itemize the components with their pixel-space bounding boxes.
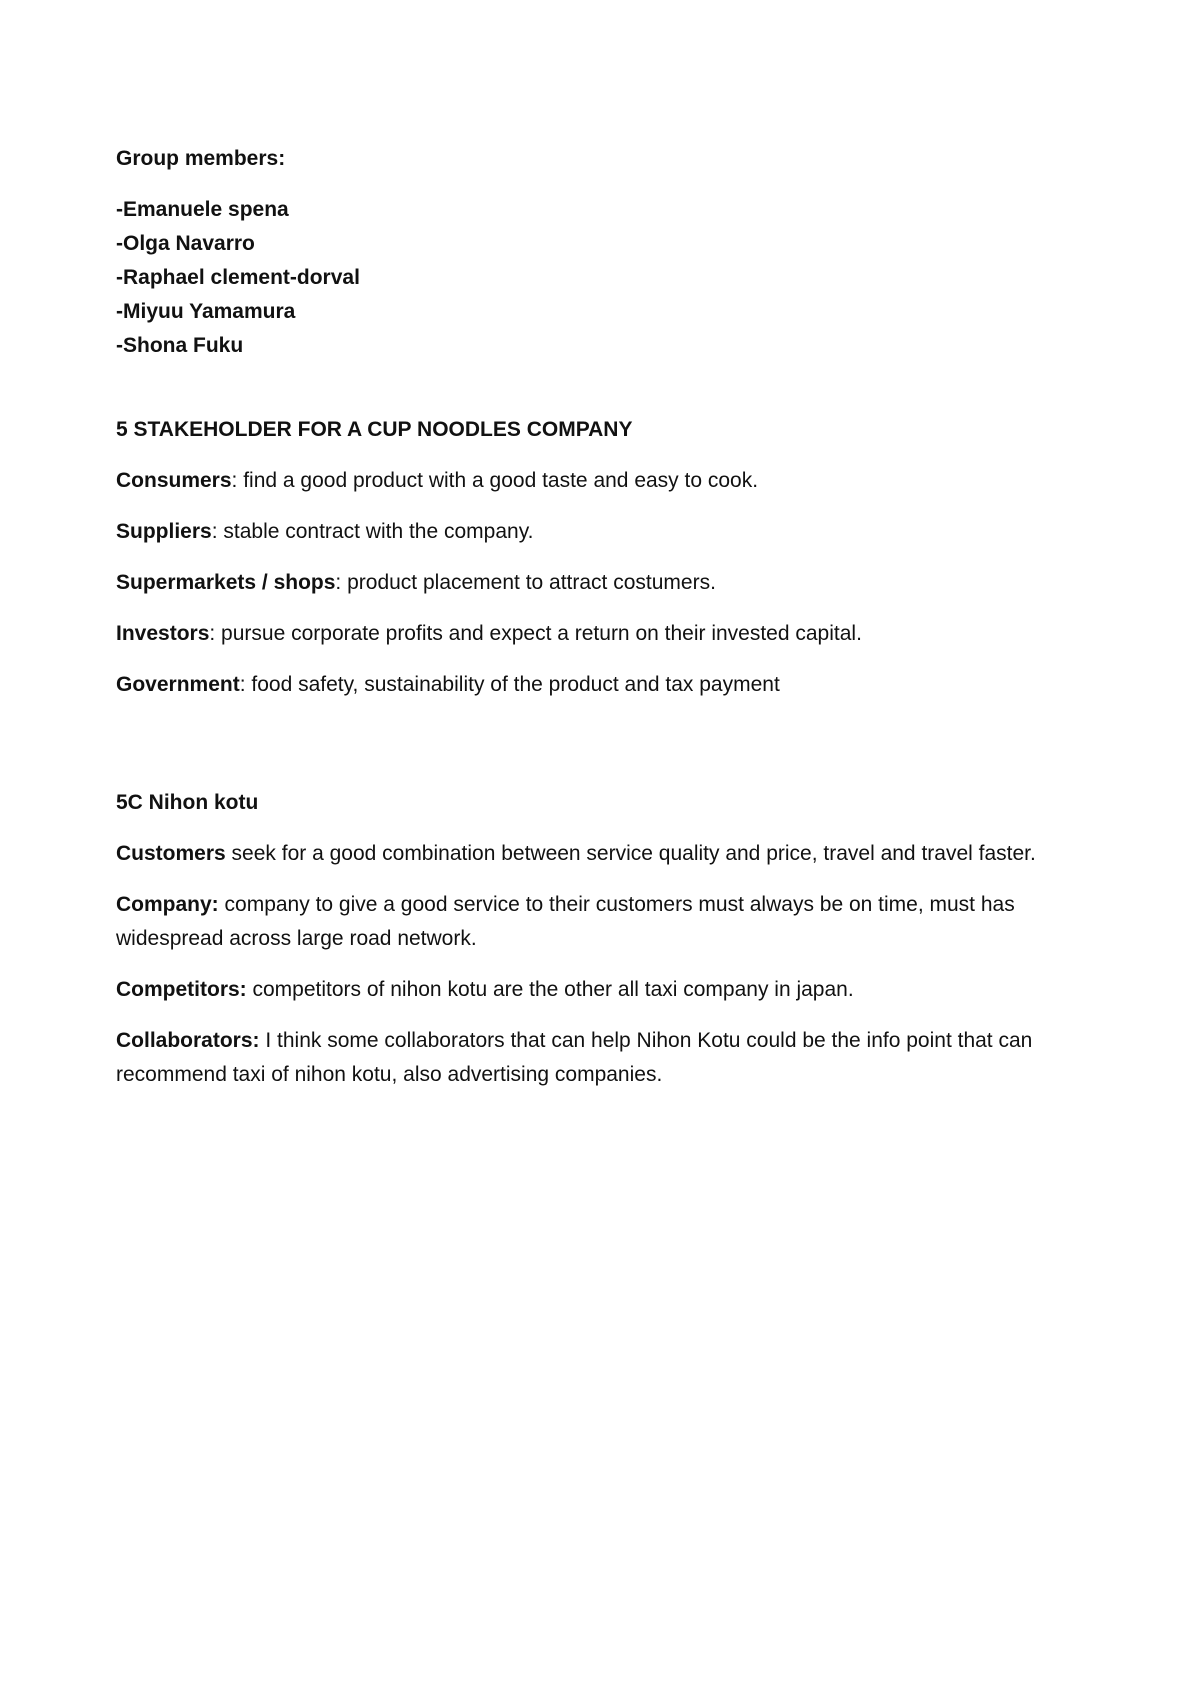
stakeholder-item [116, 617, 1096, 651]
stakeholder-text: : stable contract with the company. [211, 520, 534, 543]
five-c-term: Company: [116, 893, 219, 916]
group-members-list [116, 193, 1096, 363]
five-c-term: Customers [116, 842, 226, 865]
five-c-text: seek for a good combination between service quality and price, travel and travel faster. [225, 842, 1036, 865]
five-c-item [116, 1024, 1096, 1092]
stakeholder-text: : food safety, sustainability of the product and tax payment [239, 673, 780, 696]
stakeholder-item [116, 515, 1096, 549]
document-page [116, 142, 1096, 1109]
member-item: -Miyuu Yamamura [116, 300, 296, 323]
stakeholder-term: Investors [116, 622, 210, 645]
member-item: -Emanuele spena [116, 198, 289, 221]
five-c-item [116, 837, 1096, 871]
five-c-text: company to give a good service to their customers must always be on time, must has widespread across large road network. [116, 893, 1015, 950]
member-item: -Olga Navarro [116, 232, 255, 255]
five-c-term: Collaborators: [116, 1029, 260, 1052]
stakeholder-text: : pursue corporate profits and expect a return on their invested capital. [209, 622, 862, 645]
five-c-item [116, 973, 1096, 1007]
stakeholder-term: Government [116, 673, 240, 696]
stakeholder-text: : find a good product with a good taste and easy to cook. [231, 469, 759, 492]
stakeholder-item [116, 668, 1096, 702]
five-c-title: 5C Nihon kotu [116, 791, 259, 814]
stakeholder-term: Consumers [116, 469, 232, 492]
five-c-text: competitors of nihon kotu are the other all taxi company in japan. [246, 978, 854, 1001]
member-item: -Raphael clement-dorval [116, 266, 360, 289]
group-members-heading: Group members: [116, 147, 286, 170]
five-c-text: I think some collaborators that can help Nihon Kotu could be the info point that can recommend taxi of nihon kotu, also advertising companies. [116, 1029, 1033, 1086]
five-c-term: Competitors: [116, 978, 247, 1001]
stakeholders-title: 5 STAKEHOLDER FOR A CUP NOODLES COMPANY [116, 418, 633, 441]
stakeholder-text: : product placement to attract costumers. [335, 571, 716, 594]
stakeholder-term: Suppliers [116, 520, 212, 543]
stakeholder-term: Supermarkets / shops [116, 571, 336, 594]
stakeholder-item [116, 566, 1096, 600]
five-c-item [116, 888, 1096, 956]
member-item: -Shona Fuku [116, 334, 244, 357]
stakeholder-item [116, 464, 1096, 498]
